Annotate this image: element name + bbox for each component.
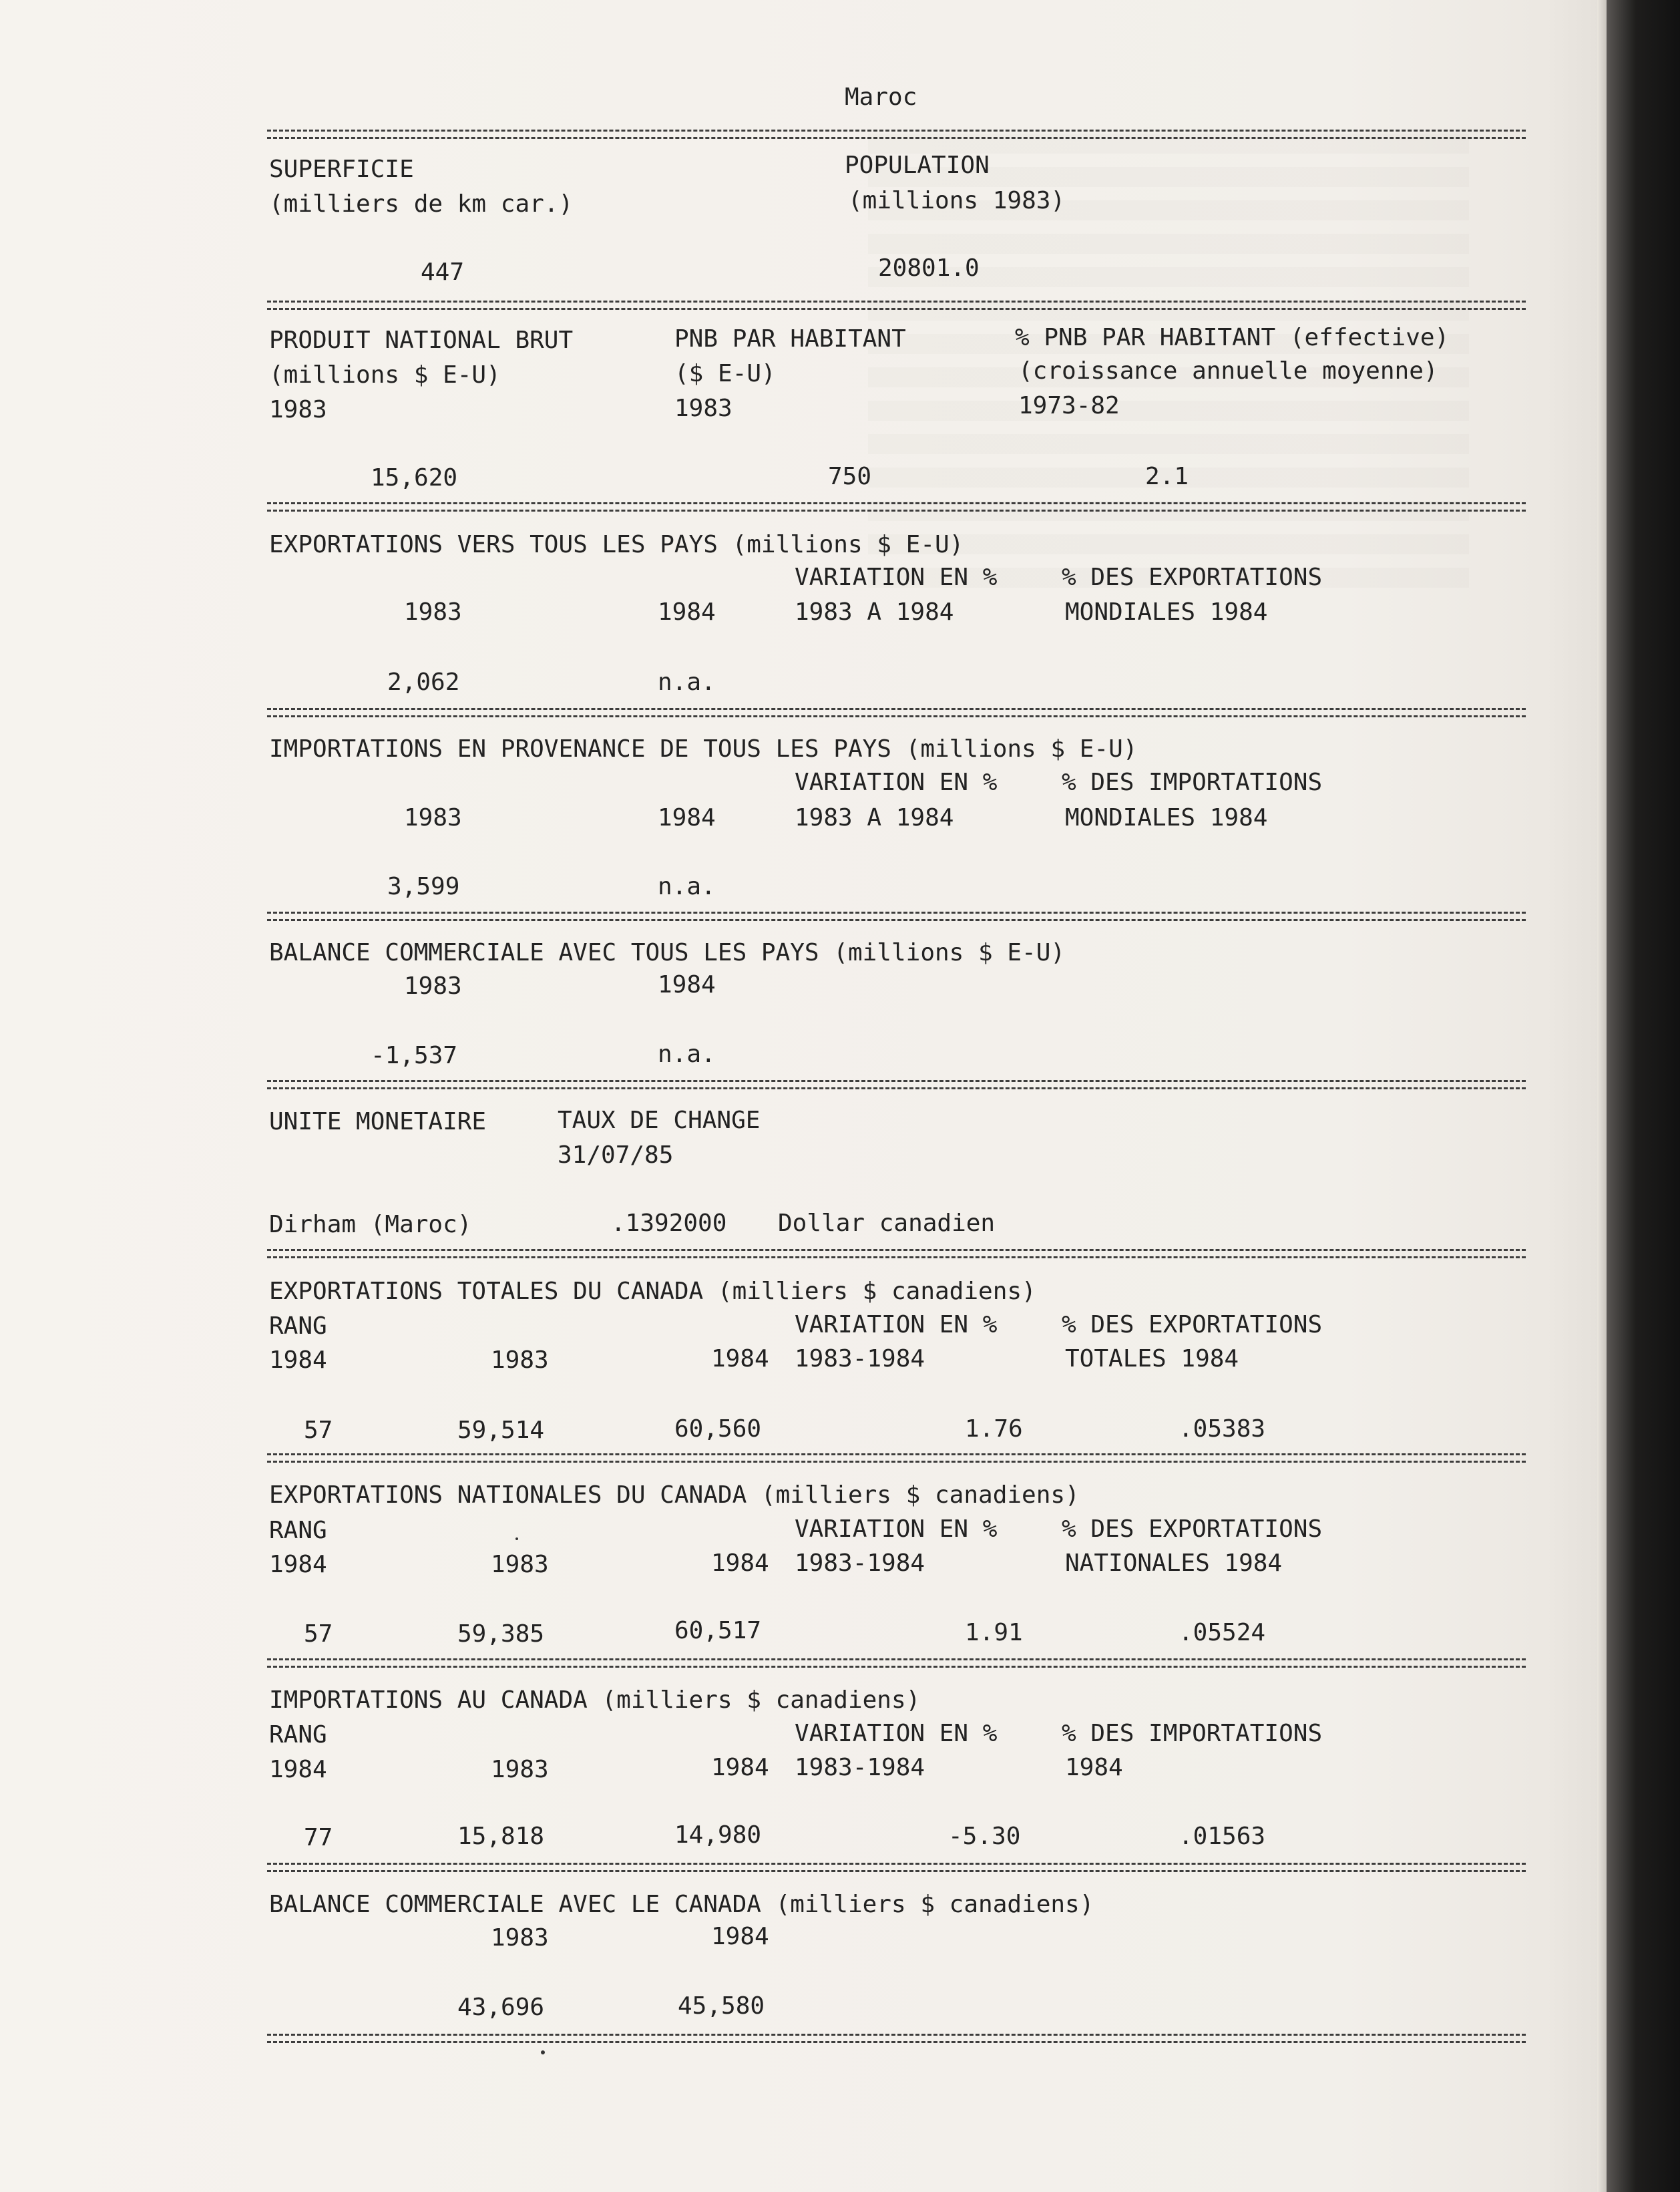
section-divider [267, 2034, 1526, 2043]
page-title: Maroc [845, 83, 917, 111]
balance-world-value-1984: n.a. [658, 1041, 716, 1068]
exports-total-rang-year: 1984 [269, 1346, 327, 1374]
imports-canada-share-sub: 1984 [1065, 1754, 1123, 1781]
section-divider [267, 1453, 1526, 1463]
exports-national-share-label: % DES EXPORTATIONS [1062, 1515, 1323, 1543]
balance-canada-year-1983: 1983 [491, 1924, 549, 1952]
population-label: POPULATION [845, 152, 990, 179]
exports-world-year-1983: 1983 [404, 598, 462, 626]
imports-world-var-label: VARIATION EN % [795, 769, 998, 796]
balance-canada-year-1984: 1984 [711, 1923, 769, 1950]
imports-world-year-1983: 1983 [404, 804, 462, 832]
pnb-growth-label: % PNB PAR HABITANT (effective) [1015, 324, 1450, 351]
exports-national-value-1984: 60,517 [674, 1617, 762, 1644]
imports-canada-var-label: VARIATION EN % [795, 1720, 998, 1747]
imports-world-year-1984: 1984 [658, 804, 716, 832]
exports-world-value-1984: n.a. [658, 669, 716, 696]
imports-world-var-years: 1983 A 1984 [795, 804, 954, 832]
balance-world-year-1983: 1983 [404, 972, 462, 1000]
exports-total-var-years: 1983-1984 [795, 1345, 925, 1373]
superficie-label: SUPERFICIE [269, 156, 414, 183]
exports-total-share-label: % DES EXPORTATIONS [1062, 1311, 1323, 1338]
imports-canada-rang-label: RANG [269, 1721, 327, 1749]
exports-total-title: EXPORTATIONS TOTALES DU CANADA (milliers $ canadiens) [269, 1278, 1036, 1305]
exports-national-rang-year: 1984 [269, 1551, 327, 1578]
exports-total-variation: 1.76 [965, 1415, 1023, 1443]
exports-national-year-1984: 1984 [711, 1549, 769, 1577]
currency-unit-label: UNITE MONETAIRE [269, 1108, 487, 1135]
exports-total-year-1984: 1984 [711, 1345, 769, 1373]
pnb-per-capita-label: PNB PAR HABITANT [674, 325, 906, 353]
pnb-value: 15,620 [371, 464, 458, 492]
exports-total-var-label: VARIATION EN % [795, 1311, 998, 1338]
exports-world-year-1984: 1984 [658, 598, 716, 626]
imports-canada-var-years: 1983-1984 [795, 1754, 925, 1781]
exports-total-share: .05383 [1179, 1415, 1266, 1443]
exports-world-title: EXPORTATIONS VERS TOUS LES PAYS (millions $ E-U) [269, 531, 964, 558]
imports-world-share-label: % DES IMPORTATIONS [1062, 769, 1323, 796]
imports-canada-rank: 77 [304, 1824, 333, 1851]
imports-canada-value-1983: 15,818 [457, 1823, 545, 1850]
superficie-value: 447 [421, 258, 465, 286]
exports-total-year-1983: 1983 [491, 1346, 549, 1374]
imports-canada-variation: -5.30 [948, 1823, 1021, 1850]
exports-world-var-label: VARIATION EN % [795, 564, 998, 591]
exports-total-value-1983: 59,514 [457, 1417, 545, 1444]
section-divider [267, 1249, 1526, 1258]
exports-national-share-sub: NATIONALES 1984 [1065, 1549, 1283, 1577]
exports-world-share-label: % DES EXPORTATIONS [1062, 564, 1323, 591]
section-divider [267, 301, 1526, 310]
pnb-per-capita-unit: ($ E-U) [674, 360, 776, 387]
page-edge-shadow [1597, 0, 1607, 2192]
exports-total-rang-label: RANG [269, 1312, 327, 1340]
exports-national-rank: 57 [304, 1620, 333, 1648]
exchange-rate-date: 31/07/85 [558, 1141, 674, 1169]
imports-canada-rang-year: 1984 [269, 1756, 327, 1783]
balance-canada-title: BALANCE COMMERCIALE AVEC LE CANADA (milliers $ canadiens) [269, 1891, 1094, 1918]
imports-canada-year-1984: 1984 [711, 1754, 769, 1781]
exports-world-value-1983: 2,062 [387, 669, 460, 696]
section-divider [267, 912, 1526, 921]
imports-canada-share: .01563 [1179, 1823, 1266, 1850]
exchange-rate-currency: Dollar canadien [778, 1210, 996, 1237]
exports-national-var-years: 1983-1984 [795, 1549, 925, 1577]
scanner-edge [1607, 0, 1680, 2192]
exports-national-title: EXPORTATIONS NATIONALES DU CANADA (milliers $ canadiens) [269, 1481, 1080, 1509]
balance-canada-value-1983: 43,696 [457, 1994, 545, 2021]
exports-world-var-years: 1983 A 1984 [795, 598, 954, 626]
imports-world-value-1983: 3,599 [387, 873, 460, 900]
imports-world-title: IMPORTATIONS EN PROVENANCE DE TOUS LES PAYS (millions $ E-U) [269, 735, 1138, 763]
pnb-growth-years: 1973-82 [1018, 392, 1120, 419]
exports-total-value-1984: 60,560 [674, 1415, 762, 1443]
exchange-rate-value: .1392000 [611, 1210, 727, 1237]
section-divider [267, 130, 1526, 139]
pnb-unit: (millions $ E-U) [269, 361, 501, 389]
balance-world-value-1983: -1,537 [371, 1042, 458, 1069]
exports-total-rank: 57 [304, 1417, 333, 1444]
exports-national-year-1983: 1983 [491, 1551, 549, 1578]
exports-national-rang-label: RANG [269, 1517, 327, 1544]
exports-national-var-label: VARIATION EN % [795, 1515, 998, 1543]
currency-unit-value: Dirham (Maroc) [269, 1211, 472, 1238]
imports-world-value-1984: n.a. [658, 873, 716, 900]
pnb-growth-value: 2.1 [1145, 463, 1189, 490]
exports-world-share-sub: MONDIALES 1984 [1065, 598, 1268, 626]
exports-national-share: .05524 [1179, 1619, 1266, 1646]
pnb-per-capita-year: 1983 [674, 395, 732, 422]
section-divider [267, 1080, 1526, 1089]
population-value: 20801.0 [878, 254, 980, 282]
imports-canada-value-1984: 14,980 [674, 1821, 762, 1849]
exports-total-share-sub: TOTALES 1984 [1065, 1345, 1239, 1373]
imports-world-share-sub: MONDIALES 1984 [1065, 804, 1268, 832]
imports-canada-share-label: % DES IMPORTATIONS [1062, 1720, 1323, 1747]
section-divider [267, 1658, 1526, 1668]
population-unit: (millions 1983) [848, 187, 1066, 214]
ink-speck [515, 1537, 518, 1540]
pnb-per-capita-value: 750 [828, 463, 872, 490]
exchange-rate-label: TAUX DE CHANGE [558, 1107, 761, 1134]
pnb-year: 1983 [269, 396, 327, 423]
imports-canada-year-1983: 1983 [491, 1756, 549, 1783]
balance-canada-value-1984: 45,580 [678, 1992, 765, 2020]
balance-world-year-1984: 1984 [658, 971, 716, 998]
exports-national-value-1983: 59,385 [457, 1620, 545, 1648]
section-divider [267, 1863, 1526, 1872]
section-divider [267, 502, 1526, 512]
section-divider [267, 708, 1526, 717]
ink-speck [541, 2050, 545, 2054]
pnb-label: PRODUIT NATIONAL BRUT [269, 327, 574, 354]
superficie-unit: (milliers de km car.) [269, 190, 574, 218]
exports-national-variation: 1.91 [965, 1619, 1023, 1646]
pnb-growth-unit: (croissance annuelle moyenne) [1018, 357, 1438, 385]
imports-canada-title: IMPORTATIONS AU CANADA (milliers $ canadiens) [269, 1686, 921, 1714]
balance-world-title: BALANCE COMMERCIALE AVEC TOUS LES PAYS (millions $ E-U) [269, 939, 1066, 966]
